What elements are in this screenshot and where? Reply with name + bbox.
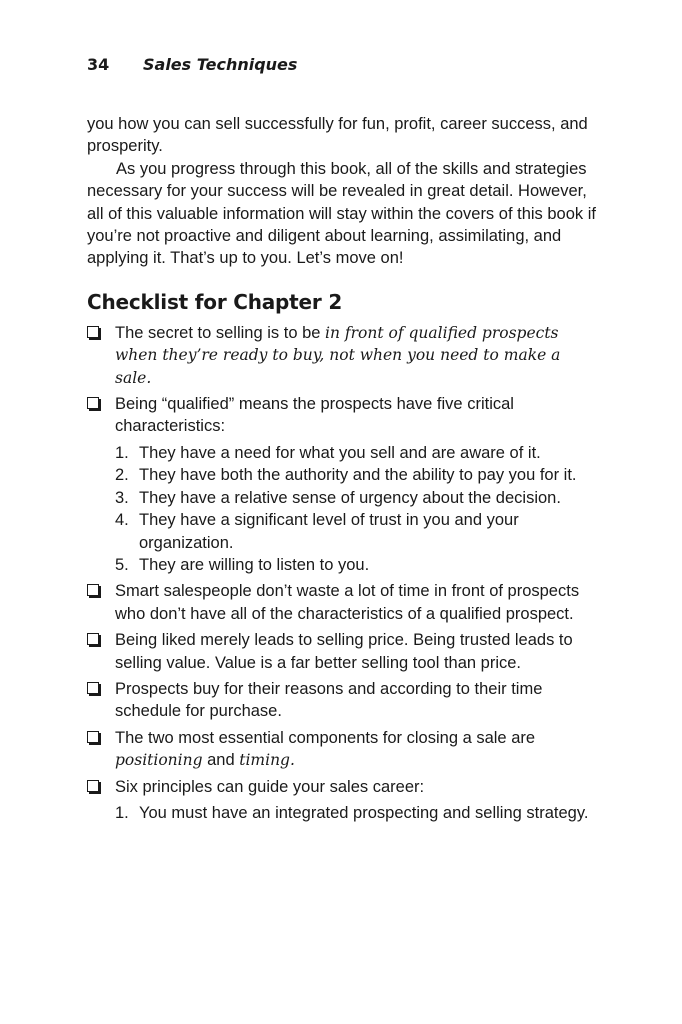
running-title: Sales Techniques xyxy=(143,55,298,74)
sublist-item xyxy=(115,554,597,576)
sublist-number: 1. xyxy=(115,443,129,462)
sublist-text: You must have an integrated prospecting and selling strategy. xyxy=(139,803,589,822)
checklist xyxy=(87,322,597,825)
numbered-sublist xyxy=(115,802,597,824)
sublist-text: They have a relative sense of urgency about the decision. xyxy=(139,488,561,507)
sublist-number: 2. xyxy=(115,466,129,485)
checkbox-icon xyxy=(87,682,99,694)
numbered-sublist xyxy=(115,442,597,576)
sublist-text: They have both the authority and the ability to pay you for it. xyxy=(139,466,577,485)
sublist-item xyxy=(115,487,597,509)
checklist-heading: Checklist for Chapter 2 xyxy=(87,289,343,314)
page-number: 34 xyxy=(87,55,110,74)
checklist-item xyxy=(87,322,597,389)
checklist-item-text: The secret to selling is to be xyxy=(115,323,326,342)
checklist-item-emphasis: in front of qualified prospects when they’re ready to buy, not when you need to make a sale. xyxy=(115,323,561,387)
checklist-item-emphasis: positioning xyxy=(115,751,203,770)
checkbox-icon xyxy=(87,633,99,645)
sublist-item xyxy=(115,509,597,554)
book-page xyxy=(87,52,597,828)
running-header xyxy=(87,52,597,78)
intro-paragraph: As you progress through this book, all of the skills and strategies necessary for your success will be revealed in great detail. However, all of this valuable information will stay within the covers of this book if you’re not proactive and diligent about learning, assimilating, and applying it. That’s up to you. Let’s move on! xyxy=(87,159,596,268)
sublist-text: They have a significant level of trust in you and your organization. xyxy=(139,511,519,552)
checkbox-icon xyxy=(87,397,99,409)
checkbox-icon xyxy=(87,780,99,792)
sublist-item xyxy=(115,464,597,486)
checklist-item xyxy=(87,629,597,674)
checklist-item-text: The two most essential components for closing a sale are xyxy=(115,728,536,747)
checklist-item-text: Prospects buy for their reasons and according to their time schedule for purchase. xyxy=(115,679,543,721)
sublist-number: 3. xyxy=(115,488,129,507)
checkbox-icon xyxy=(87,731,99,743)
checklist-item-text: Being “qualified” means the prospects have five critical characteristics: xyxy=(115,395,514,436)
checkbox-icon xyxy=(87,326,99,338)
checklist-item xyxy=(87,580,597,625)
sublist-text: They are willing to listen to you. xyxy=(139,555,370,574)
checklist-item xyxy=(87,678,597,723)
checkbox-icon xyxy=(87,584,99,596)
checklist-item-text: Six principles can guide your sales career: xyxy=(115,777,425,796)
checklist-item-text: and xyxy=(202,751,240,770)
checklist-item xyxy=(87,727,597,772)
checklist-item xyxy=(87,393,597,576)
page-body xyxy=(87,113,597,824)
sublist-item xyxy=(115,802,597,824)
sublist-text: They have a need for what you sell and are aware of it. xyxy=(139,443,541,462)
sublist-number: 1. xyxy=(115,803,129,822)
checklist-item-text: Smart salespeople don’t waste a lot of time in front of prospects who don’t have all of the characteristics of a qualified prospect. xyxy=(115,582,580,623)
sublist-item xyxy=(115,442,597,464)
intro-paragraph-continued: you how you can sell successfully for fun, profit, career success, and prosperity. xyxy=(87,115,588,156)
checklist-item xyxy=(87,776,597,825)
checklist-item-text: Being liked merely leads to selling price. Being trusted leads to selling value. Value is a far better selling tool than price. xyxy=(115,631,573,672)
sublist-number: 5. xyxy=(115,555,129,574)
checklist-item-emphasis: timing. xyxy=(239,751,295,770)
sublist-number: 4. xyxy=(115,511,129,530)
